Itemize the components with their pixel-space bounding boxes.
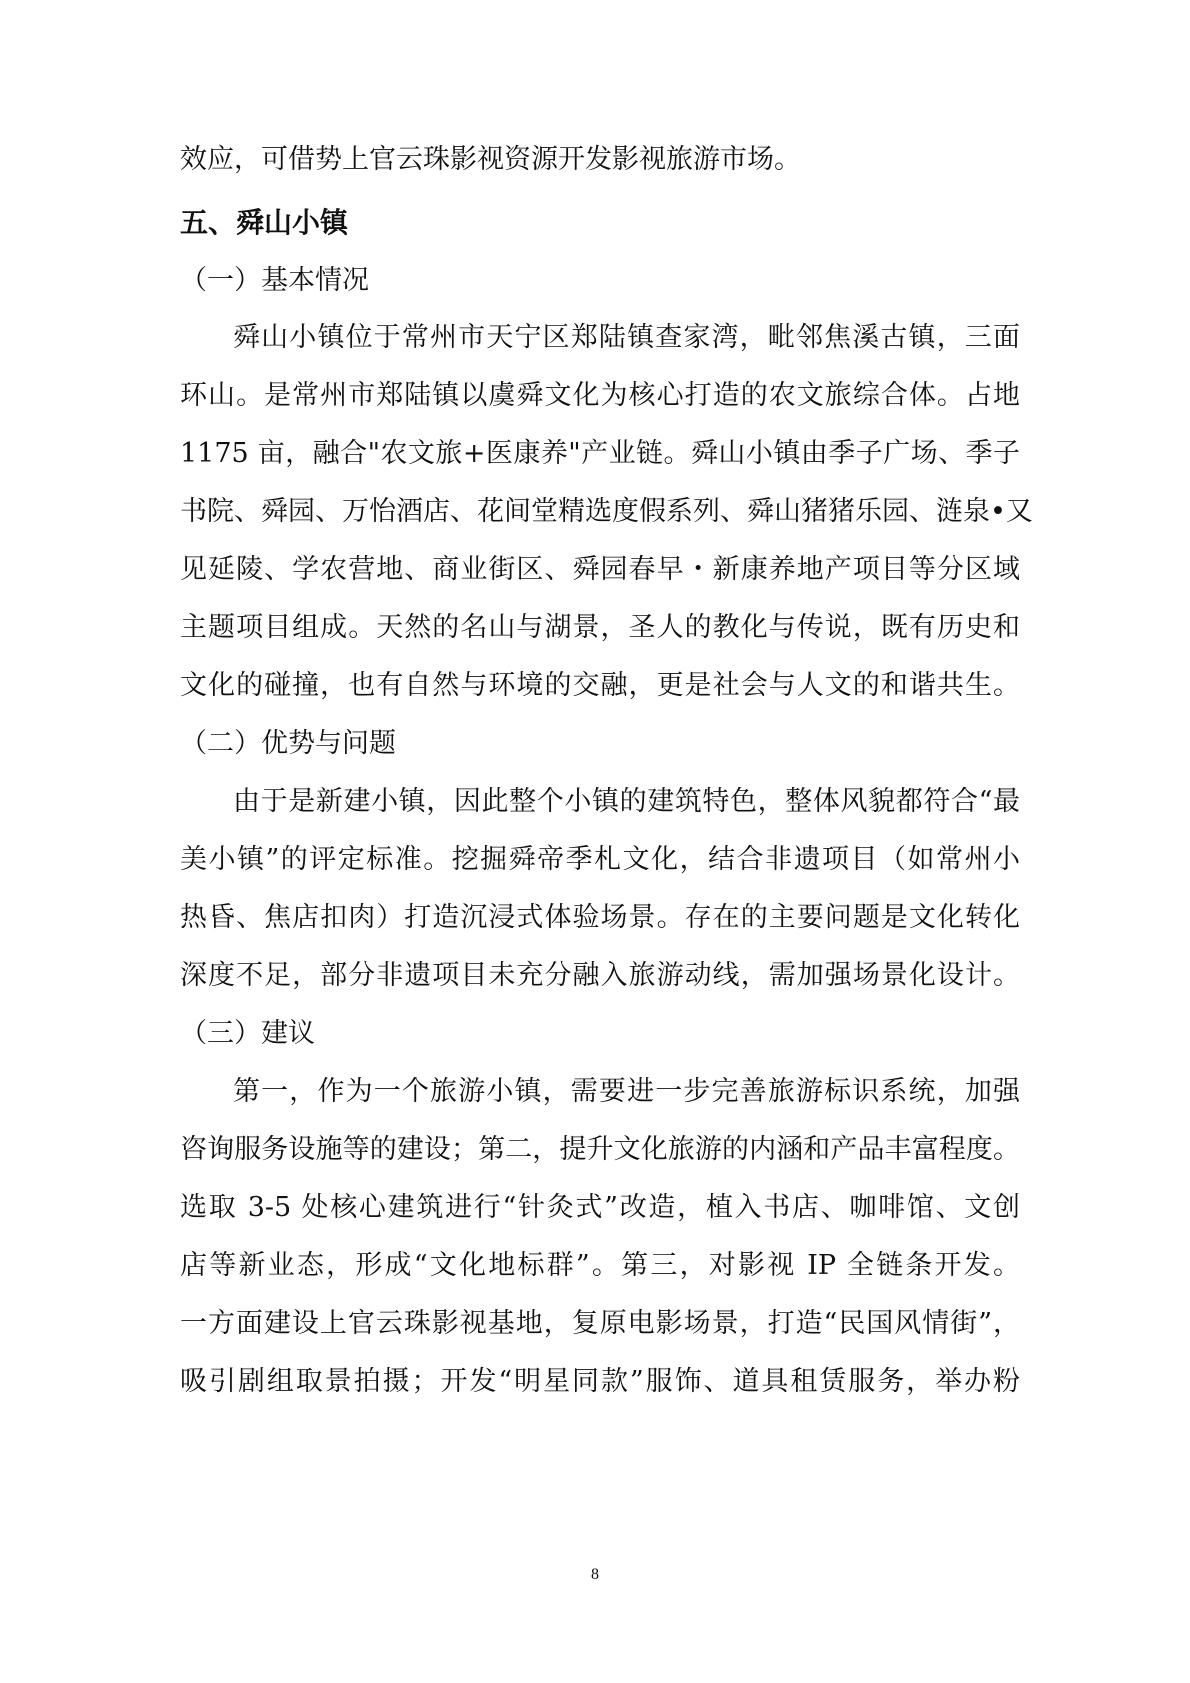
intro-paragraph-line: 效应，可借势上官云珠影视资源开发影视旅游市场。 [180,144,801,175]
page-number: 8 [591,1566,599,1583]
paragraph-line: 选取 3-5 处核心建筑进行“针灸式”改造，植入书店、咖啡馆、文创 [180,1192,1020,1223]
paragraph-line: 店等新业态，形成“文化地标群”。第三，对影视 IP 全链条开发。 [180,1250,1020,1281]
paragraph-line: 环山。是常州市郑陆镇以虞舜文化为核心打造的农文旅综合体。占地 [180,380,1020,411]
paragraph-line: 热昏、焦店扣肉）打造沉浸式体验场景。存在的主要问题是文化转化 [180,902,1020,933]
paragraph-line: 第一，作为一个旅游小镇，需要进一步完善旅游标识系统，加强 [233,1076,1020,1107]
paragraph-line: 见延陵、学农营地、商业街区、舜园春早・新康养地产项目等分区域 [180,554,1020,585]
section-title: 五、舜山小镇 [180,206,349,239]
paragraph-line: 文化的碰撞，也有自然与环境的交融，更是社会与人文的和谐共生。 [180,670,1020,701]
paragraph-line: 美小镇”的评定标准。挖掘舜帝季札文化，结合非遗项目（如常州小 [180,844,1020,875]
paragraph-line: 1175 亩，融合"农文旅+医康养"产业链。舜山小镇由季子广场、季子 [180,438,1020,469]
subsection-title-suggestions: （三）建议 [180,1018,315,1049]
subsection-title-advantages: （二）优势与问题 [180,728,396,759]
paragraph-line: 书院、舜园、万怡酒店、花间堂精选度假系列、舜山猪猪乐园、涟泉•又 [180,496,1033,527]
paragraph-line: 舜山小镇位于常州市天宁区郑陆镇查家湾，毗邻焦溪古镇，三面 [233,322,1020,353]
paragraph-line: 吸引剧组取景拍摄；开发“明星同款”服饰、道具租赁服务，举办粉 [180,1366,1020,1397]
paragraph-line: 由于是新建小镇，因此整个小镇的建筑特色，整体风貌都符合“最 [233,786,1020,817]
paragraph-line: 一方面建设上官云珠影视基地，复原电影场景，打造“民国风情街”， [180,1308,1020,1339]
paragraph-line: 主题项目组成。天然的名山与湖景，圣人的教化与传说，既有历史和 [180,612,1020,643]
paragraph-line: 咨询服务设施等的建设；第二，提升文化旅游的内涵和产品丰富程度。 [180,1134,1020,1165]
subsection-title-basic-info: （一）基本情况 [180,265,369,296]
paragraph-line: 深度不足，部分非遗项目未充分融入旅游动线，需加强场景化设计。 [180,960,1020,991]
